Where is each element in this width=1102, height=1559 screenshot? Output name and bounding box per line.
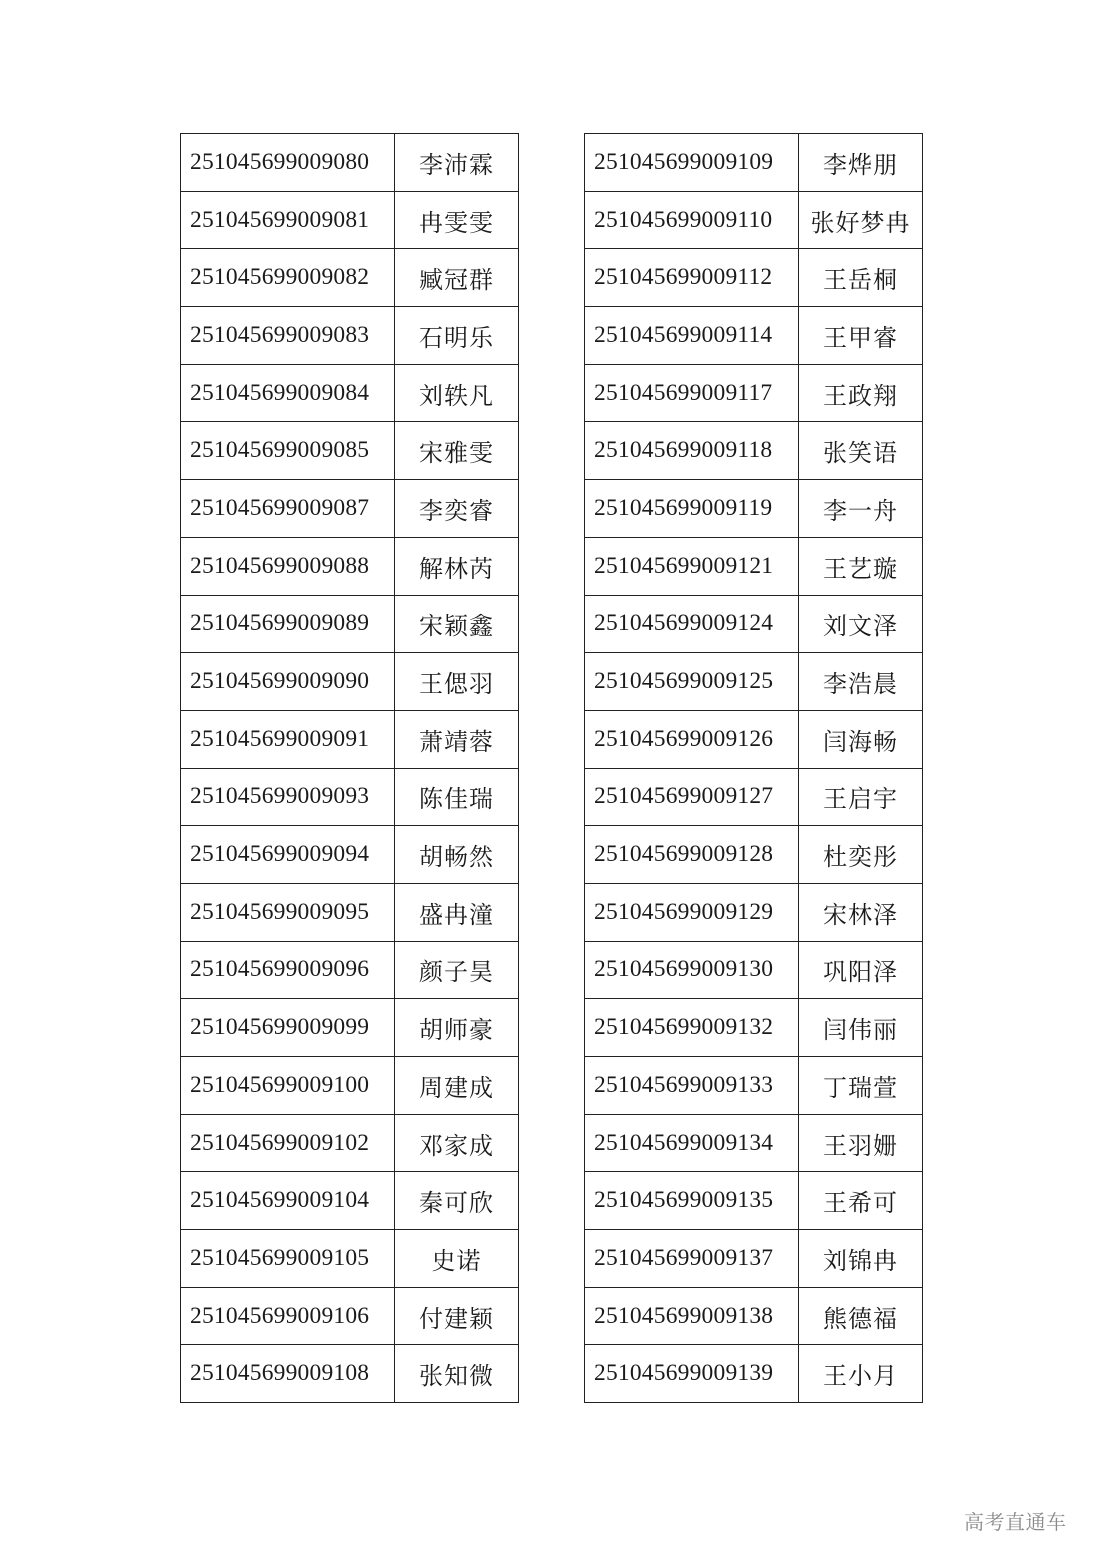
table-row <box>181 364 519 422</box>
table-row <box>181 537 519 595</box>
table-row <box>585 1230 923 1288</box>
table-row <box>585 1057 923 1115</box>
candidate-name-cell: 陈佳瑞 <box>395 768 519 826</box>
candidate-id-cell: 251045699009118 <box>585 422 799 480</box>
candidate-id-cell: 251045699009130 <box>585 941 799 999</box>
candidate-id-cell: 251045699009133 <box>585 1057 799 1115</box>
candidate-id-cell: 251045699009100 <box>181 1057 395 1115</box>
candidate-id-cell: 251045699009099 <box>181 999 395 1057</box>
table-row <box>585 941 923 999</box>
candidate-id-cell: 251045699009104 <box>181 1172 395 1230</box>
table-row <box>181 595 519 653</box>
table-row <box>181 191 519 249</box>
table-row <box>585 307 923 365</box>
candidate-id-cell: 251045699009114 <box>585 307 799 365</box>
table-row <box>181 768 519 826</box>
candidate-name-cell: 王甲睿 <box>799 307 923 365</box>
candidate-name-cell: 丁瑞萱 <box>799 1057 923 1115</box>
table-row <box>181 134 519 192</box>
candidate-name-cell: 杜奕彤 <box>799 826 923 884</box>
table-row <box>585 191 923 249</box>
table-row <box>585 1287 923 1345</box>
candidate-name-cell: 熊德福 <box>799 1287 923 1345</box>
table-row <box>585 134 923 192</box>
candidate-id-cell: 251045699009084 <box>181 364 395 422</box>
candidate-id-cell: 251045699009137 <box>585 1230 799 1288</box>
candidate-id-cell: 251045699009093 <box>181 768 395 826</box>
candidate-id-cell: 251045699009109 <box>585 134 799 192</box>
candidate-id-cell: 251045699009087 <box>181 480 395 538</box>
watermark-text: 高考直通车 <box>964 1510 1067 1534</box>
candidate-name-cell: 史诺 <box>395 1230 519 1288</box>
candidate-name-cell: 周建成 <box>395 1057 519 1115</box>
table-row <box>585 826 923 884</box>
candidate-id-cell: 251045699009126 <box>585 710 799 768</box>
table-row <box>181 1230 519 1288</box>
table-row <box>585 249 923 307</box>
candidate-id-cell: 251045699009091 <box>181 710 395 768</box>
candidate-name-cell: 刘轶凡 <box>395 364 519 422</box>
candidate-name-cell: 李奕睿 <box>395 480 519 538</box>
candidate-name-cell: 王启宇 <box>799 768 923 826</box>
candidate-name-cell: 刘锦冉 <box>799 1230 923 1288</box>
candidate-name-cell: 盛冉潼 <box>395 883 519 941</box>
candidate-id-cell: 251045699009088 <box>181 537 395 595</box>
table-row <box>181 1287 519 1345</box>
candidate-id-cell: 251045699009124 <box>585 595 799 653</box>
candidate-id-cell: 251045699009128 <box>585 826 799 884</box>
candidate-id-cell: 251045699009096 <box>181 941 395 999</box>
candidate-name-cell: 王小月 <box>799 1345 923 1403</box>
candidate-id-cell: 251045699009135 <box>585 1172 799 1230</box>
candidate-name-cell: 解林芮 <box>395 537 519 595</box>
candidate-name-cell: 张知微 <box>395 1345 519 1403</box>
candidate-id-cell: 251045699009134 <box>585 1114 799 1172</box>
candidate-id-cell: 251045699009095 <box>181 883 395 941</box>
candidate-name-cell: 张好梦冉 <box>799 191 923 249</box>
table-row <box>181 1057 519 1115</box>
candidate-table-left-body <box>181 134 519 1403</box>
candidate-id-cell: 251045699009108 <box>181 1345 395 1403</box>
candidate-name-cell: 李浩晨 <box>799 653 923 711</box>
table-row <box>585 364 923 422</box>
candidate-id-cell: 251045699009127 <box>585 768 799 826</box>
candidate-name-cell: 宋雅雯 <box>395 422 519 480</box>
candidate-name-cell: 闫伟丽 <box>799 999 923 1057</box>
table-row <box>181 1345 519 1403</box>
candidate-id-cell: 251045699009081 <box>181 191 395 249</box>
candidate-id-cell: 251045699009106 <box>181 1287 395 1345</box>
table-row <box>181 653 519 711</box>
table-row <box>585 768 923 826</box>
candidate-id-cell: 251045699009094 <box>181 826 395 884</box>
candidate-name-cell: 秦可欣 <box>395 1172 519 1230</box>
table-row <box>585 1172 923 1230</box>
candidate-id-cell: 251045699009089 <box>181 595 395 653</box>
candidate-table-left <box>180 133 519 1403</box>
candidate-name-cell: 颜子昊 <box>395 941 519 999</box>
candidate-id-cell: 251045699009129 <box>585 883 799 941</box>
table-row <box>585 653 923 711</box>
candidate-id-cell: 251045699009117 <box>585 364 799 422</box>
table-row <box>181 941 519 999</box>
candidate-id-cell: 251045699009121 <box>585 537 799 595</box>
candidate-name-cell: 付建颖 <box>395 1287 519 1345</box>
candidate-name-cell: 王羽姗 <box>799 1114 923 1172</box>
candidate-name-cell: 张笑语 <box>799 422 923 480</box>
candidate-name-cell: 李烨朋 <box>799 134 923 192</box>
candidate-name-cell: 王艺璇 <box>799 537 923 595</box>
table-row <box>181 883 519 941</box>
candidate-name-cell: 王岳桐 <box>799 249 923 307</box>
candidate-id-cell: 251045699009132 <box>585 999 799 1057</box>
candidate-name-cell: 巩阳泽 <box>799 941 923 999</box>
candidate-name-cell: 王希可 <box>799 1172 923 1230</box>
candidate-name-cell: 胡畅然 <box>395 826 519 884</box>
candidate-name-cell: 胡师豪 <box>395 999 519 1057</box>
table-row <box>585 480 923 538</box>
candidate-name-cell: 萧靖蓉 <box>395 710 519 768</box>
candidate-name-cell: 宋颖鑫 <box>395 595 519 653</box>
candidate-id-cell: 251045699009139 <box>585 1345 799 1403</box>
table-row <box>181 1172 519 1230</box>
table-row <box>585 422 923 480</box>
candidate-id-cell: 251045699009119 <box>585 480 799 538</box>
candidate-name-cell: 邓家成 <box>395 1114 519 1172</box>
table-row <box>181 249 519 307</box>
candidate-name-cell: 石明乐 <box>395 307 519 365</box>
candidate-id-cell: 251045699009090 <box>181 653 395 711</box>
table-row <box>585 537 923 595</box>
candidate-id-cell: 251045699009138 <box>585 1287 799 1345</box>
candidate-id-cell: 251045699009112 <box>585 249 799 307</box>
table-row <box>585 1345 923 1403</box>
table-row <box>585 1114 923 1172</box>
table-row <box>181 480 519 538</box>
candidate-id-cell: 251045699009105 <box>181 1230 395 1288</box>
table-row <box>181 710 519 768</box>
table-row <box>585 999 923 1057</box>
candidate-name-cell: 闫海畅 <box>799 710 923 768</box>
table-row <box>181 999 519 1057</box>
table-row <box>181 422 519 480</box>
table-row <box>585 883 923 941</box>
candidate-id-cell: 251045699009125 <box>585 653 799 711</box>
candidate-id-cell: 251045699009110 <box>585 191 799 249</box>
table-row <box>181 1114 519 1172</box>
candidate-table-right-body <box>585 134 923 1403</box>
candidate-name-cell: 冉雯雯 <box>395 191 519 249</box>
table-row <box>181 826 519 884</box>
candidate-id-cell: 251045699009082 <box>181 249 395 307</box>
candidate-name-cell: 臧冠群 <box>395 249 519 307</box>
candidate-id-cell: 251045699009083 <box>181 307 395 365</box>
table-row <box>585 595 923 653</box>
table-row <box>585 710 923 768</box>
candidate-name-cell: 王政翔 <box>799 364 923 422</box>
candidate-id-cell: 251045699009080 <box>181 134 395 192</box>
candidate-name-cell: 刘文泽 <box>799 595 923 653</box>
candidate-name-cell: 王偲羽 <box>395 653 519 711</box>
candidate-name-cell: 李一舟 <box>799 480 923 538</box>
candidate-table-right <box>584 133 923 1403</box>
candidate-id-cell: 251045699009102 <box>181 1114 395 1172</box>
table-row <box>181 307 519 365</box>
candidate-name-cell: 宋林泽 <box>799 883 923 941</box>
candidate-name-cell: 李沛霖 <box>395 134 519 192</box>
candidate-id-cell: 251045699009085 <box>181 422 395 480</box>
